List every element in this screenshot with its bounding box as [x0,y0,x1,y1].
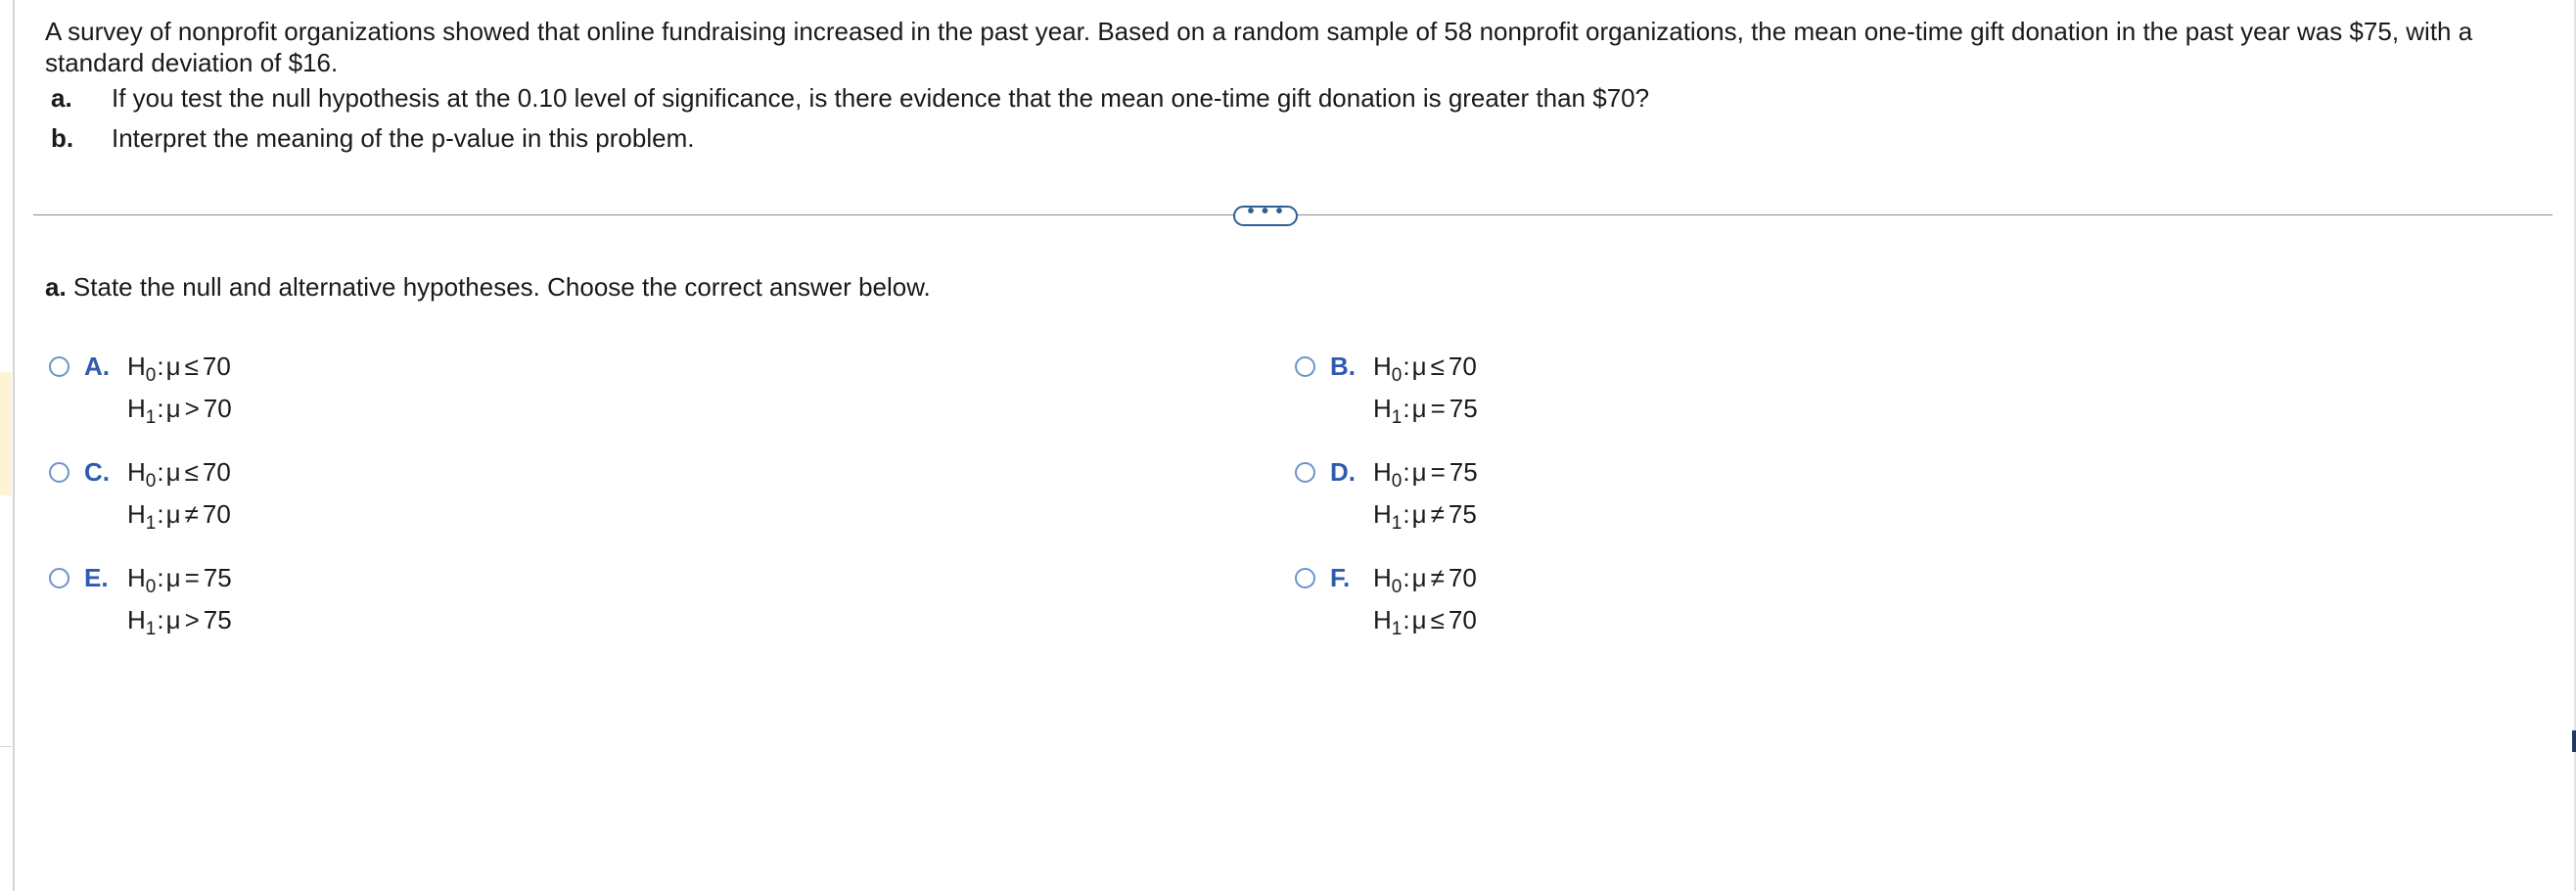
parameter: μ [165,394,181,423]
hypothesis-subscript: 0 [1391,577,1403,597]
answer-prompt [45,270,931,304]
hypothesis-subscript: 0 [1391,471,1403,492]
radio-button-icon[interactable] [1295,462,1315,483]
option-letter: D. [1330,457,1356,487]
hypotheses [1373,345,1478,429]
relation: > [184,394,200,423]
option-letter: B. [1330,352,1356,381]
current-step-marker [0,372,12,495]
left-divider-tick [0,746,12,747]
colon: : [157,457,164,487]
alternative-hypothesis [1373,387,1478,429]
relation: ≤ [184,457,199,487]
null-hypothesis [1373,556,1477,598]
left-border [13,0,15,891]
value: 70 [202,352,231,381]
alternative-hypothesis [127,492,231,535]
parameter: μ [1411,457,1427,487]
relation: ≠ [184,499,199,529]
question-stem: A survey of nonprofit organizations showed that online fundraising increased in the past year. Based on a random sample of 58 nonprofit organizations, the mean one-time gift donation in the past year was $75, with a standard deviation of $16. [45,17,2473,77]
value: 70 [202,457,231,487]
hypothesis-subscript: 1 [1391,513,1403,534]
hypothesis-symbol: H [1373,605,1392,634]
sub-question-a [51,78,2551,118]
option-letter: E. [84,563,109,592]
hypothesis-subscript: 1 [145,619,157,639]
hypotheses [1373,556,1477,640]
sub-question-b [51,118,2551,159]
relation: ≠ [1430,499,1445,529]
colon: : [1403,394,1410,423]
parameter: μ [165,457,181,487]
panel-resize-handle[interactable] [2572,730,2576,752]
relation: ≠ [1430,563,1445,592]
alternative-hypothesis [127,598,232,640]
colon: : [1403,605,1410,634]
colon: : [1403,457,1410,487]
hypotheses [127,450,231,535]
hypotheses [1373,450,1478,535]
hypothesis-subscript: 0 [145,577,157,597]
option-letter: F. [1330,563,1351,592]
option-letter: C. [84,457,110,487]
answer-option-f[interactable] [1295,556,1477,640]
relation: = [184,563,200,592]
parameter: μ [1411,499,1427,529]
colon: : [157,352,164,381]
sub-question-text: If you test the null hypothesis at the 0.10 level of significance, is there evidence that the mean one-time gift donation is greater than $70? [112,83,1650,113]
colon: : [1403,352,1410,381]
value: 70 [1448,352,1477,381]
colon: : [1403,563,1410,592]
answer-option-e[interactable] [49,556,232,640]
hypothesis-symbol: H [1373,352,1392,381]
null-hypothesis [127,556,232,598]
alternative-hypothesis [1373,598,1477,640]
question-text [45,16,2551,159]
radio-button-icon[interactable] [49,356,69,377]
null-hypothesis [1373,345,1478,387]
radio-button-icon[interactable] [49,568,69,588]
relation: ≤ [1430,605,1445,634]
colon: : [157,563,164,592]
hypothesis-symbol: H [1373,394,1392,423]
colon: : [157,499,164,529]
radio-button-icon[interactable] [1295,356,1315,377]
radio-button-icon[interactable] [1295,568,1315,588]
parameter: μ [1411,394,1427,423]
colon: : [157,605,164,634]
relation: ≤ [1430,352,1445,381]
parameter: μ [165,499,181,529]
value: 70 [203,394,232,423]
hypotheses [127,345,232,429]
hypothesis-symbol: H [1373,499,1392,529]
hypothesis-symbol: H [127,563,146,592]
alternative-hypothesis [127,387,232,429]
option-letter: A. [84,352,110,381]
colon: : [157,394,164,423]
hypothesis-subscript: 0 [145,365,157,386]
relation: ≤ [184,352,199,381]
expand-question-button[interactable]: • • • [1233,206,1298,226]
value: 75 [203,563,232,592]
hypothesis-subscript: 0 [145,471,157,492]
null-hypothesis [127,345,232,387]
hypothesis-symbol: H [127,499,146,529]
null-hypothesis [127,450,231,492]
hypothesis-subscript: 0 [1391,365,1403,386]
answer-option-d[interactable] [1295,450,1478,535]
radio-button-icon[interactable] [49,462,69,483]
hypothesis-subscript: 1 [1391,407,1403,428]
value: 70 [202,499,231,529]
sub-question-text: Interpret the meaning of the p-value in this problem. [112,123,695,153]
parameter: μ [1411,605,1427,634]
parameter: μ [1411,352,1427,381]
hypothesis-symbol: H [1373,457,1392,487]
hypothesis-symbol: H [127,352,146,381]
hypothesis-subscript: 1 [145,513,157,534]
value: 70 [1448,563,1477,592]
prompt-text: State the null and alternative hypotheses. Choose the correct answer below. [72,272,931,302]
colon: : [1403,499,1410,529]
hypothesis-subscript: 1 [145,407,157,428]
parameter: μ [1411,563,1427,592]
alternative-hypothesis [1373,492,1478,535]
relation: > [184,605,200,634]
answer-option-c[interactable] [49,450,231,535]
parameter: μ [165,352,181,381]
sub-question-letter: b. [51,123,74,153]
hypothesis-symbol: H [127,457,146,487]
value: 75 [1449,394,1478,423]
value: 75 [203,605,232,634]
null-hypothesis [1373,450,1478,492]
hypotheses [127,556,232,640]
value: 75 [1448,499,1477,529]
hypothesis-symbol: H [127,605,146,634]
answer-option-b[interactable] [1295,345,1478,429]
parameter: μ [165,563,181,592]
sub-question-letter: a. [51,83,72,113]
answer-option-a[interactable] [49,345,232,429]
relation: = [1430,457,1446,487]
value: 70 [1448,605,1477,634]
hypothesis-symbol: H [1373,563,1392,592]
hypothesis-subscript: 1 [1391,619,1403,639]
relation: = [1430,394,1446,423]
prompt-part-label: a. [45,272,67,302]
value: 75 [1449,457,1478,487]
hypothesis-symbol: H [127,394,146,423]
parameter: μ [165,605,181,634]
